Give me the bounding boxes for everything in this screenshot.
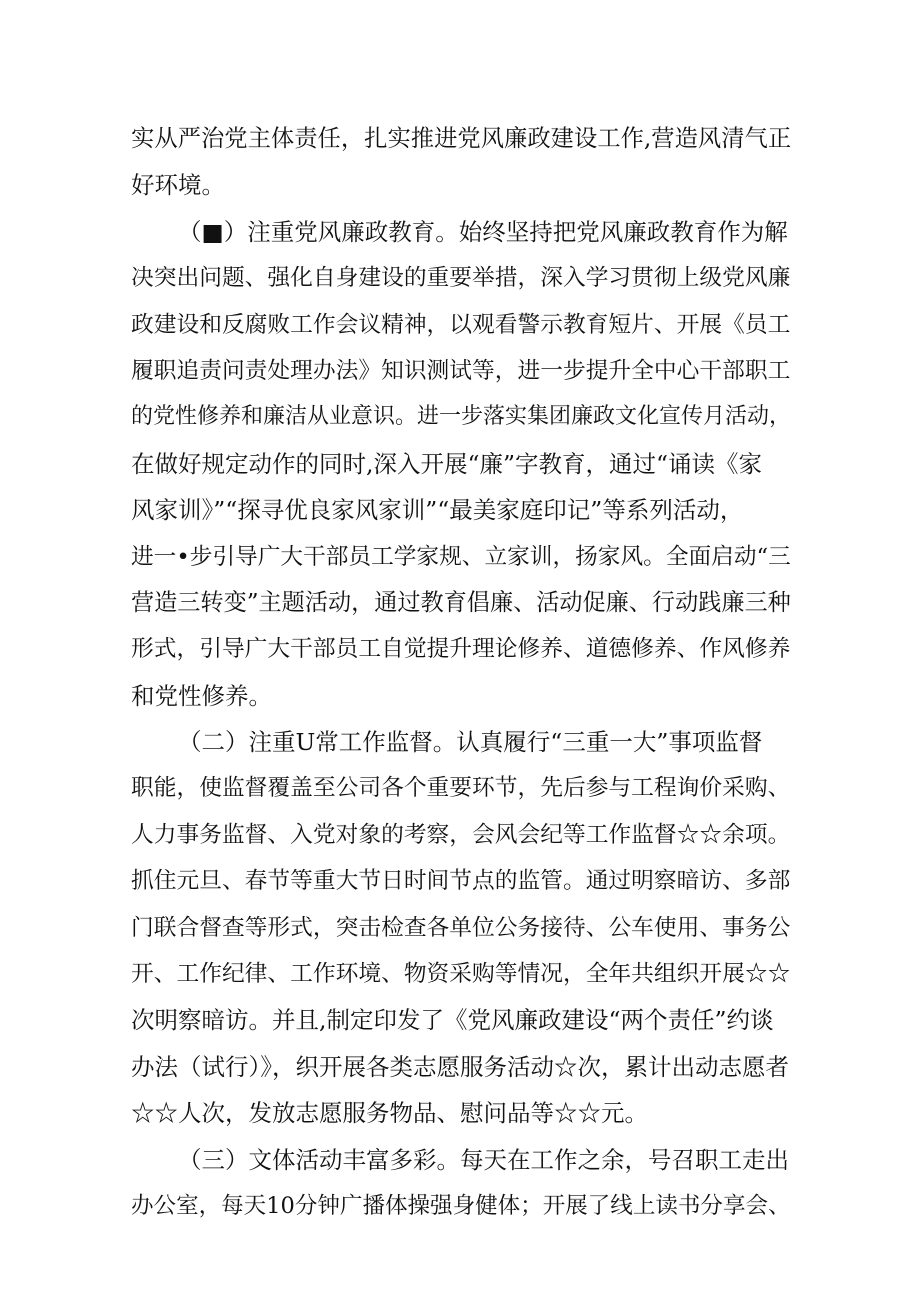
- text-line: 政建设和反腐败工作会议精神，以观看警示教育短片、开展《员工: [131, 311, 791, 338]
- text-line: 实从严治党主体责任，扎实推进党风廉政建设工作,营造风清气正: [131, 125, 792, 152]
- text-line: 次明察暗访。并且,制定印发了《党风廉政建设“两个责任”约谈: [131, 1006, 774, 1035]
- text-line: （■）注重党风廉政教育。始终坚持把党风廉政教育作为解: [178, 217, 788, 246]
- text-line: 在做好规定动作的同时,深入开展“廉”字教育，通过“诵读《家: [131, 449, 763, 478]
- text-line: 决突出问题、强化自身建设的重要举措，深入学习贯彻上级党风廉: [131, 265, 791, 292]
- text-line: 进一•步引导广大干部员工学家规、立家训，扬家风。全面启动“三: [131, 543, 791, 570]
- text-line: 履职追责问责处理办法》知识测试等，进一步提升全中心干部职工: [131, 357, 791, 384]
- text-line: 抓住元旦、春节等重大节日时间节点的监管。通过明察暗访、多部: [131, 868, 791, 895]
- document-body: [131, 116, 791, 1229]
- text-line: （二）注重U常工作监督。认真履行“三重一大”事项监督: [178, 728, 763, 757]
- text-line: 的党性修养和廉洁从业意识。进一步落实集团廉政文化宣传月活动，: [131, 404, 792, 430]
- text-line: 风家训》”“探寻优良家风家训”“最美家庭印记”等系列活动，: [131, 496, 744, 525]
- text-line: 办公室，每天10分钟广播体操强身健体；开展了线上读书分享会、: [131, 1192, 791, 1219]
- text-line: 营造三转变”主题活动，通过教育倡廉、活动促廉、行动践廉三种: [131, 589, 791, 616]
- text-line: 门联合督查等形式，突击检查各单位公务接待、公车使用、事务公: [131, 914, 791, 941]
- text-line: 人力事务监督、入党对象的考察，会风会纪等工作监督☆☆余项。: [131, 821, 791, 848]
- text-line: 形式，引导广大干部员工自觉提升理论修养、道德修养、作风修养: [131, 636, 791, 663]
- text-line: 和党性修养。: [131, 681, 272, 710]
- text-line: 办法（试行）》，织开展各类志愿服务活动☆次，累计出动志愿者: [131, 1052, 789, 1081]
- text-line: 开、工作纪律、工作环境、物资采购等情况，全年共组织开展☆☆: [131, 961, 791, 988]
- text-line: 好环境。: [131, 171, 225, 200]
- text-line: ☆☆人次，发放志愿服务物品、慰问品等☆☆元。: [131, 1099, 648, 1128]
- text-line: 职能，使监督覆盖至公司各个重要环节，先后参与工程询价采购、: [131, 775, 791, 802]
- text-line: （三）文体活动丰富多彩。每天在工作之余，号召职工走出: [178, 1145, 789, 1174]
